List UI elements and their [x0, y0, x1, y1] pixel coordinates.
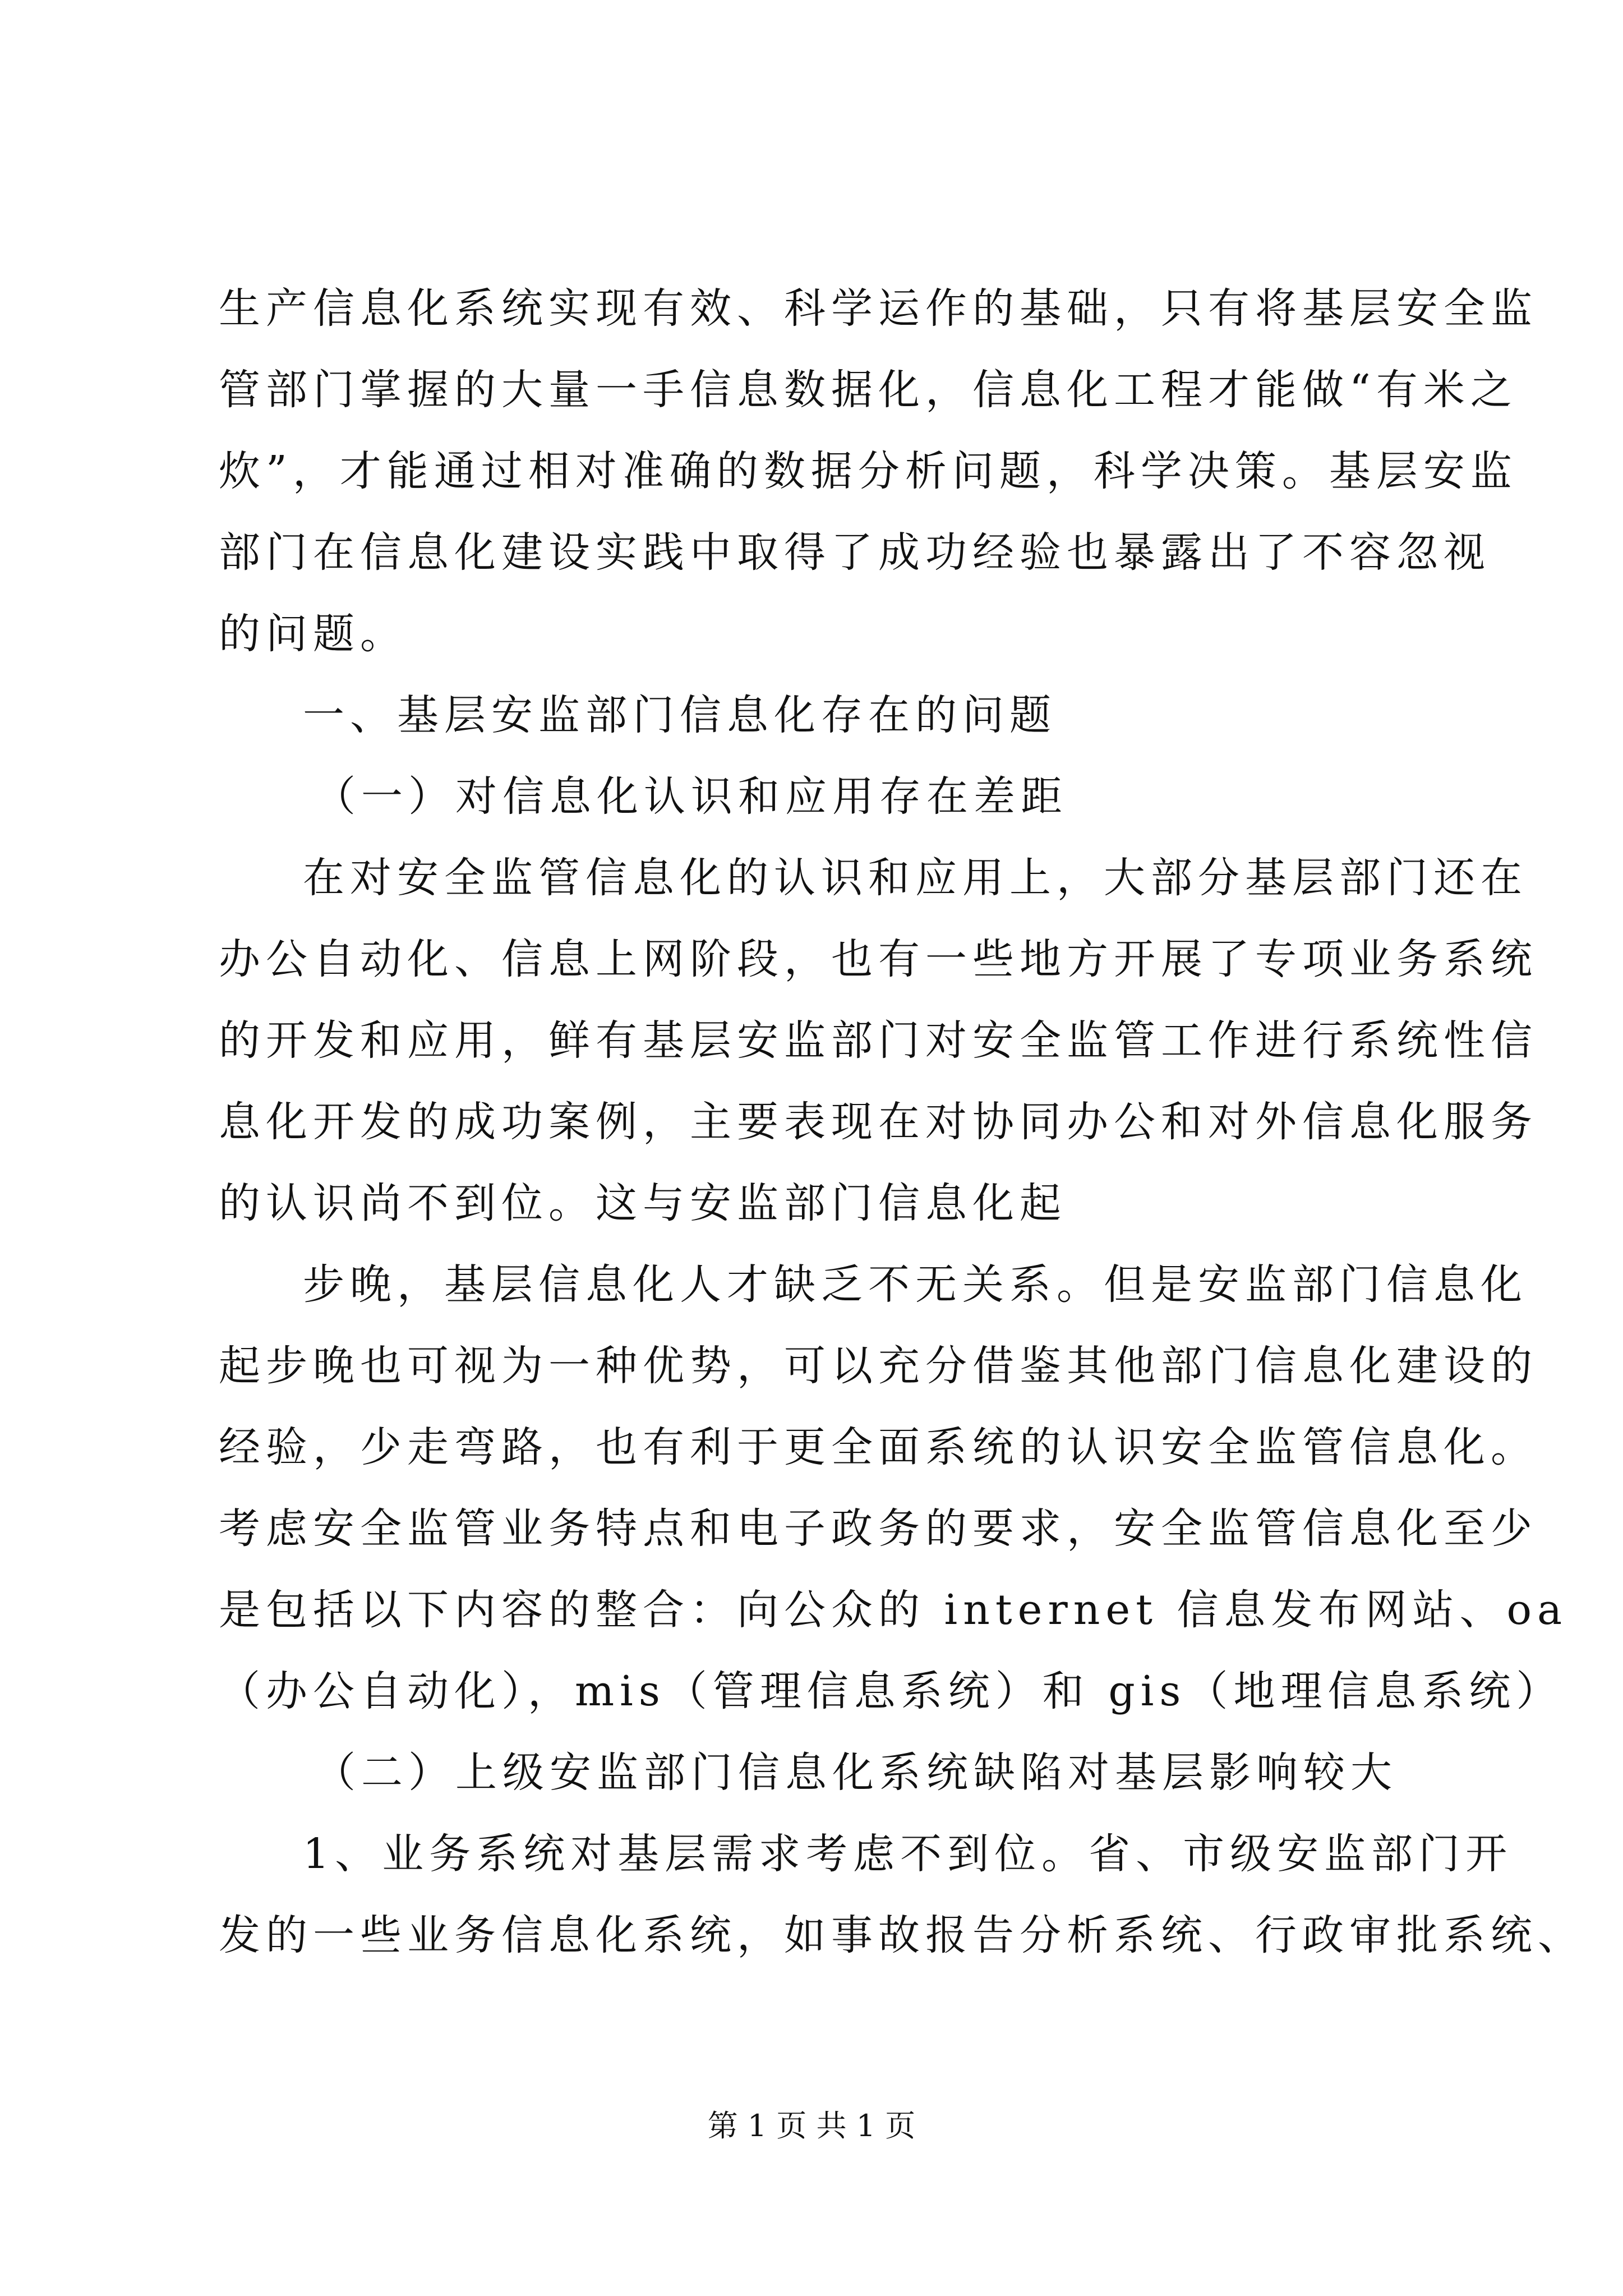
subsection-heading: （二）上级安监部门信息化系统缺陷对基层影响较大: [314, 1749, 1398, 1797]
text-line: 息化开发的成功案例，主要表现在对协同办公和对外信息化服务: [219, 1098, 1538, 1146]
text-line: 办公自动化、信息上网阶段，也有一些地方开展了专项业务系统: [219, 935, 1538, 983]
text-line: 管部门掌握的大量一手信息数据化，信息化工程才能做“有米之: [219, 366, 1518, 414]
text-line: 炊”，才能通过相对准确的数据分析问题，科学决策。基层安监: [219, 447, 1518, 495]
text-line: 发的一些业务信息化系统，如事故报告分析系统、行政审批系统、: [219, 1911, 1585, 1959]
text-line: 生产信息化系统实现有效、科学运作的基础，只有将基层安全监: [219, 284, 1538, 333]
text-line: 起步晚也可视为一种优势，可以充分借鉴其他部门信息化建设的: [219, 1342, 1538, 1390]
page-footer: [0, 2104, 1623, 2148]
text-line: 部门在信息化建设实践中取得了成功经验也暴露出了不容忽视: [219, 528, 1491, 577]
subsection-heading: （一）对信息化认识和应用存在差距: [314, 772, 1068, 821]
text-line: 步晚，基层信息化人才缺乏不无关系。但是安监部门信息化: [303, 1260, 1528, 1309]
text-line: 考虑安全监管业务特点和电子政务的要求，安全监管信息化至少: [219, 1504, 1538, 1553]
text-line: （办公自动化），mis（管理信息系统）和 gis（地理信息系统）: [219, 1667, 1564, 1715]
document-body: [219, 268, 1585, 1976]
text-line: 的开发和应用，鲜有基层安监部门对安全监管工作进行系统性信: [219, 1016, 1538, 1065]
text-line: 是包括以下内容的整合：向公众的 internet 信息发布网站、oa: [219, 1586, 1568, 1634]
page-number-label: 第 1 页 共 1 页: [707, 2108, 916, 2143]
text-line: 的问题。: [219, 610, 407, 658]
text-line: 经验，少走弯路，也有利于更全面系统的认识安全监管信息化。: [219, 1423, 1538, 1471]
text-line: 在对安全监管信息化的认识和应用上，大部分基层部门还在: [303, 854, 1528, 902]
text-line: 的认识尚不到位。这与安监部门信息化起: [219, 1179, 1067, 1227]
text-line: 1、业务系统对基层需求考虑不到位。省、市级安监部门开: [303, 1830, 1513, 1878]
section-heading: 一、基层安监部门信息化存在的问题: [303, 691, 1057, 739]
